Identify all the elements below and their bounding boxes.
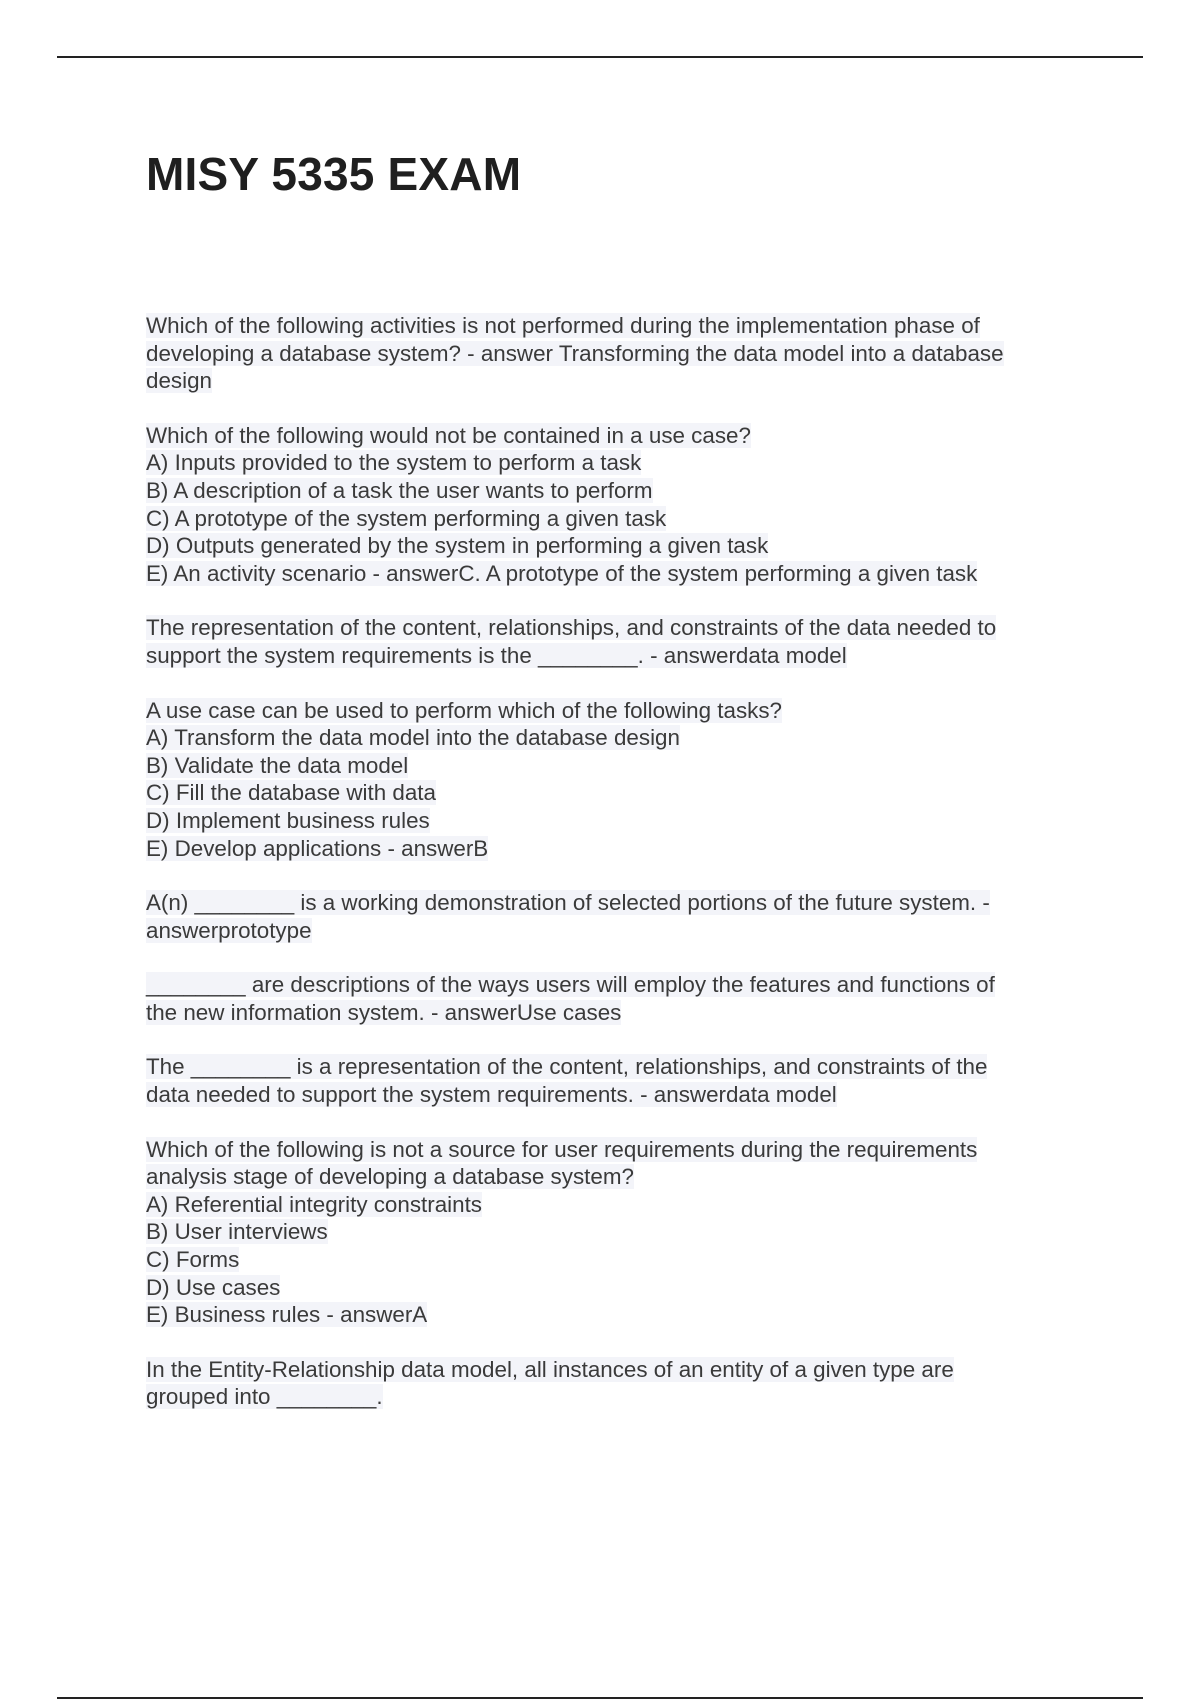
- qa-line: [146, 807, 1086, 835]
- qa-line-text: D) Implement business rules: [146, 807, 430, 833]
- qa-entry: [146, 697, 1086, 863]
- qa-line-text: D) Outputs generated by the system in performing a given task: [146, 533, 769, 559]
- qa-line: [146, 477, 1086, 505]
- qa-line-text: C) Fill the database with data: [146, 780, 436, 806]
- qa-line-text: design: [146, 368, 212, 394]
- qa-line-text: D) Use cases: [146, 1274, 281, 1300]
- qa-line: [146, 312, 1086, 340]
- qa-entry: [146, 1136, 1086, 1329]
- qa-line-text: A) Transform the data model into the database design: [146, 725, 680, 751]
- qa-line-text: Which of the following is not a source for user requirements during the requirements: [146, 1136, 978, 1162]
- qa-line-text: Which of the following activities is not performed during the implementation phase of: [146, 313, 980, 338]
- qa-line: [146, 1218, 1086, 1246]
- qa-line-text: E) Business rules - answerA: [146, 1302, 428, 1328]
- qa-entry: [146, 614, 1086, 669]
- qa-line: [146, 449, 1086, 477]
- qa-line-text: In the Entity-Relationship data model, all instances of an entity of a given type are: [146, 1356, 954, 1382]
- qa-line-text: The ________ is a representation of the content, relationships, and constraints of the: [146, 1054, 988, 1080]
- qa-line-text: Which of the following would not be contained in a use case?: [146, 422, 751, 448]
- qa-line: [146, 1383, 1086, 1411]
- qa-entry: [146, 312, 1086, 395]
- qa-line-text: the new information system. - answerUse cases: [146, 999, 622, 1025]
- qa-line-text: A(n) ________ is a working demonstration of selected portions of the future system. -: [146, 890, 990, 916]
- qa-line: [146, 505, 1086, 533]
- qa-line-text: support the system requirements is the ________. - answerdata model: [146, 642, 847, 668]
- qa-line: [146, 1246, 1086, 1274]
- qa-line-text: A) Referential integrity constraints: [146, 1191, 483, 1217]
- qa-line: [146, 614, 1086, 642]
- qa-line-text: data needed to support the system requirements. - answerdata model: [146, 1082, 837, 1108]
- qa-line-text: B) Validate the data model: [146, 752, 409, 778]
- qa-line: [146, 724, 1086, 752]
- qa-line: [146, 1191, 1086, 1219]
- qa-line-text: B) User interviews: [146, 1219, 328, 1245]
- qa-line: [146, 1053, 1086, 1081]
- qa-line-text: A use case can be used to perform which of the following tasks?: [146, 697, 783, 723]
- qa-line: [146, 971, 1086, 999]
- qa-line: [146, 532, 1086, 560]
- qa-line-text: A) Inputs provided to the system to perform a task: [146, 450, 642, 476]
- qa-line-text: E) An activity scenario - answerC. A prototype of the system performing a given task: [146, 560, 978, 586]
- qa-line: [146, 1136, 1086, 1164]
- qa-line: [146, 1301, 1086, 1329]
- qa-line: [146, 367, 1086, 395]
- top-rule: [57, 56, 1143, 58]
- qa-line: [146, 752, 1086, 780]
- qa-line: [146, 1274, 1086, 1302]
- qa-line-text: analysis stage of developing a database system?: [146, 1164, 634, 1190]
- qa-entry: [146, 889, 1086, 944]
- qa-line: [146, 642, 1086, 670]
- qa-line-text: ________ are descriptions of the ways users will employ the features and functions of: [146, 972, 995, 998]
- qa-line-text: answerprototype: [146, 917, 312, 943]
- page-title: MISY 5335 EXAM: [146, 148, 522, 200]
- qa-line: [146, 1356, 1086, 1384]
- qa-line-text: developing a database system? - answer Transforming the data model into a database: [146, 340, 1004, 366]
- qa-line: [146, 1081, 1086, 1109]
- qa-line-text: E) Develop applications - answerB: [146, 835, 489, 861]
- qa-line-text: B) A description of a task the user wants to perform: [146, 477, 653, 503]
- qa-line: [146, 999, 1086, 1027]
- qa-line: [146, 560, 1086, 588]
- bottom-rule: [57, 1697, 1143, 1699]
- qa-line-text: C) Forms: [146, 1247, 240, 1273]
- qa-line: [146, 697, 1086, 725]
- qa-line: [146, 779, 1086, 807]
- qa-line: [146, 340, 1086, 368]
- qa-entry: [146, 422, 1086, 588]
- qa-entry: [146, 971, 1086, 1026]
- qa-line-text: The representation of the content, relationships, and constraints of the data needed to: [146, 615, 997, 641]
- qa-line: [146, 422, 1086, 450]
- qa-list: [146, 312, 1086, 1438]
- qa-entry: [146, 1053, 1086, 1108]
- qa-line: [146, 917, 1086, 945]
- qa-line: [146, 1163, 1086, 1191]
- qa-entry: [146, 1356, 1086, 1411]
- qa-line-text: C) A prototype of the system performing a given task: [146, 505, 667, 531]
- qa-line: [146, 889, 1086, 917]
- qa-line: [146, 835, 1086, 863]
- qa-line-text: grouped into ________.: [146, 1384, 383, 1410]
